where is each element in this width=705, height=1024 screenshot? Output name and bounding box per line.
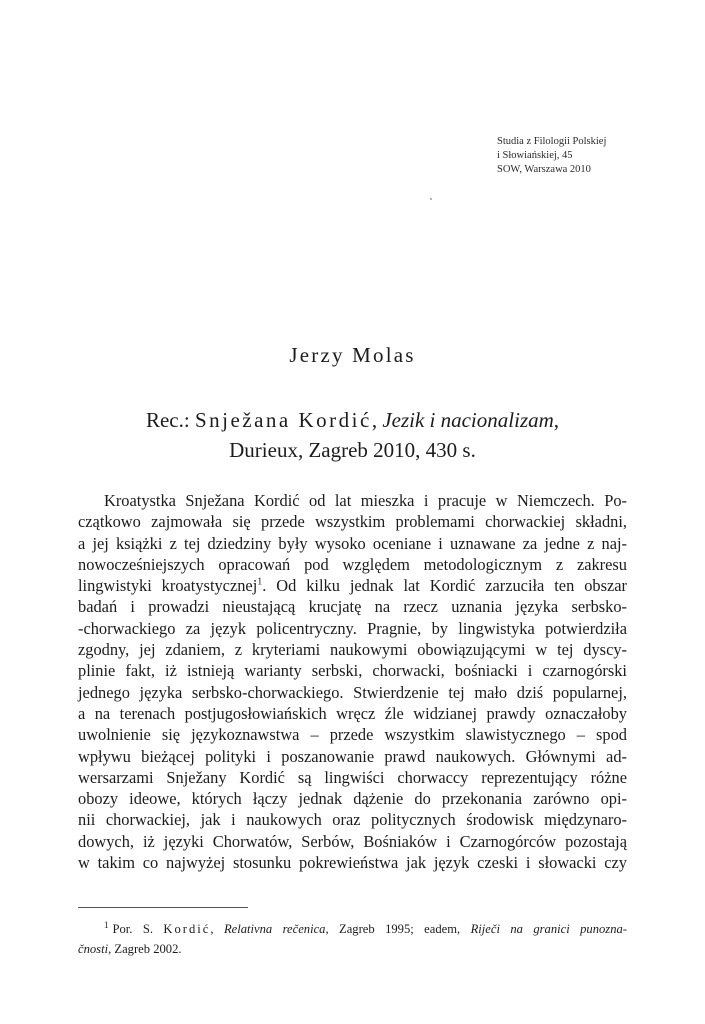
footnote-text: , bbox=[210, 922, 224, 936]
footnote-title: Riječi na granici punozna- bbox=[470, 922, 627, 936]
book-title: Jezik i nacionalizam bbox=[382, 408, 554, 432]
text-line: wersarzami Snježany Kordić są lingwiści chorwaccy reprezentujący różne bbox=[78, 767, 627, 787]
publication-info: Durieux, Zagreb 2010, 430 s. bbox=[229, 438, 476, 462]
text-fragment: lingwistyki kroatystycznej bbox=[78, 576, 258, 596]
text-line bbox=[78, 575, 627, 596]
text-line: wpływu bieżącej polityki i poszanowanie prawd naukowych. Głównymi ad- bbox=[78, 746, 627, 766]
text-line: dowych, iż języki Chorwatów, Serbów, Bośniaków i Czarnogórców pozostają bbox=[78, 831, 627, 851]
text-fragment: . Od kilku jednak lat Kordić zarzuciła ten obszar bbox=[262, 576, 627, 596]
review-separator: , bbox=[371, 408, 383, 432]
footnote-text: , Zagreb 2002. bbox=[108, 942, 182, 956]
review-heading-line-1 bbox=[0, 405, 705, 435]
masthead-line: Studia z Filologii Polskiej bbox=[497, 136, 607, 147]
footnote-text: , Zagreb 1995; eadem, bbox=[325, 922, 471, 936]
masthead-line: SOW, Warszawa 2010 bbox=[497, 164, 591, 175]
body-paragraph bbox=[78, 490, 627, 873]
reviewed-author: Snježana Kordić bbox=[194, 408, 372, 432]
text-line: a jej książki z tej dziedziny były wysoko oceniane i uznawane za jedne z naj- bbox=[78, 533, 627, 553]
text-line: Kroatystka Snježana Kordić od lat mieszka i pracuje w Niemczech. Po- bbox=[104, 491, 627, 510]
text-line: -chorwackiego za język policentryczny. Pragnie, by lingwistyka potwierdziła bbox=[78, 618, 627, 638]
footnote-reference: 1 bbox=[257, 576, 263, 588]
footnote-separator bbox=[78, 907, 248, 908]
text-line: plinie fakt, iż istnieją warianty serbski, chorwacki, bośniacki i czarnogórski bbox=[78, 661, 627, 681]
text-line: w takim co najwyżej stosunku pokrewieństwa jak język czeski i słowacki czy bbox=[78, 853, 627, 873]
footnote-line bbox=[78, 919, 627, 939]
text-line: a na terenach postjugosłowiańskich wręcz źle widzianej prawdy oznaczałoby bbox=[78, 703, 627, 723]
masthead-line: i Słowiańskiej, 45 bbox=[497, 150, 573, 161]
scan-speck bbox=[430, 198, 432, 200]
review-heading bbox=[0, 405, 705, 465]
journal-masthead bbox=[497, 135, 697, 177]
footnote-line bbox=[78, 939, 627, 959]
footnote-text: Por. S. bbox=[112, 922, 164, 936]
text-line: nowocześniejszych opracowań pod względem metodologicznym z zakresu bbox=[78, 554, 627, 574]
text-line: uwolnienie się językoznawstwa – przede wszystkim slawistycznego – spod bbox=[78, 725, 627, 745]
text-line: jednego języka serbsko-chorwackiego. Stwierdzenie tej mało dziś popularnej, bbox=[78, 682, 627, 702]
footnote bbox=[78, 919, 627, 959]
text-line: nii chorwackiej, jak i naukowych oraz politycznych środowisk międzynaro- bbox=[78, 810, 627, 830]
text-line: obozy ideowe, których łączy jednak dążenie do przekonania zarówno opi- bbox=[78, 789, 627, 809]
footnote-title: čnosti bbox=[78, 942, 109, 956]
text-line: zgodny, jej zdaniem, z kryteriami naukowymi obowiązującymi w tej dyscy- bbox=[78, 640, 627, 660]
footnote-author: Kordić bbox=[163, 922, 211, 936]
text-line: badań i prowadzi nieustającą krucjatę na rzecz uznania języka serbsko- bbox=[78, 597, 627, 617]
text-line: czątkowo zajmowała się przede wszystkim problemami chorwackiej składni, bbox=[78, 512, 627, 532]
footnote-number: 1 bbox=[104, 919, 109, 930]
footnote-title: Relativna rečenica bbox=[223, 922, 326, 936]
review-prefix: Rec.: bbox=[145, 408, 195, 432]
article-author: Jerzy Molas bbox=[289, 343, 416, 367]
review-tail: , bbox=[553, 408, 560, 432]
